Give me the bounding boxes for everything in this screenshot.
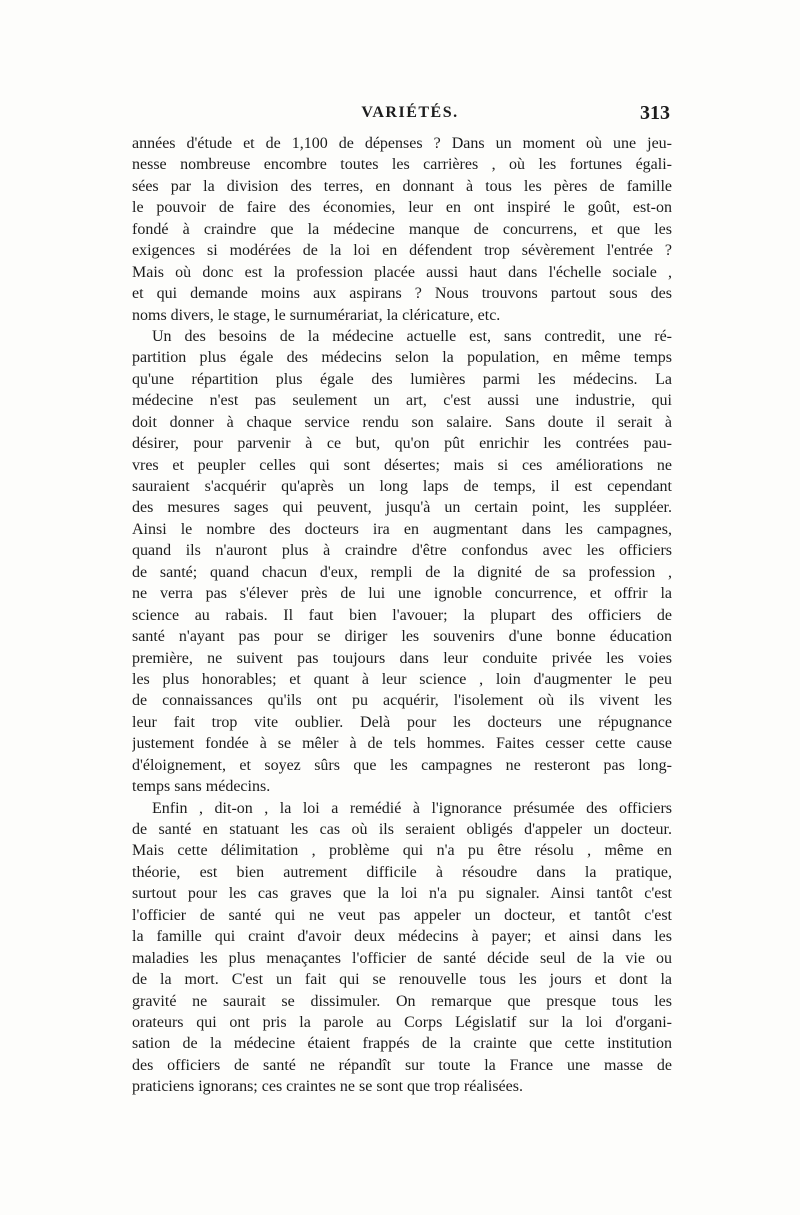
text-line: ne verra pas s'élever près de lui une ignoble concurrence, et offrir la (132, 585, 672, 603)
paragraph (132, 133, 672, 326)
paragraph (132, 326, 672, 798)
text-line: quand ils n'auront plus à craindre d'être confondus avec les officiers (132, 542, 672, 560)
text-line: Mais où donc est la profession placée aussi haut dans l'échelle sociale , (132, 263, 672, 281)
text-line: sées par la division des terres, en donnant à tous les pères de famille (132, 177, 672, 195)
text-line: années d'étude et de 1,100 de dépenses ? Dans un moment où une jeu- (132, 135, 672, 152)
text-line: le pouvoir de faire des économies, leur en ont inspiré le goût, est-on (132, 199, 672, 217)
text-line: science au rabais. Il faut bien l'avouer; la plupart des officiers de (132, 606, 672, 624)
text-line: de la mort. C'est un fait qui se renouvelle tous les jours et dont la (132, 971, 672, 989)
text-line: première, ne suivent pas toujours dans leur conduite privée les voies (132, 649, 672, 667)
text-line: vres et peupler celles qui sont désertes; mais si ces améliorations ne (132, 456, 672, 474)
page-header (150, 104, 670, 130)
body-text (132, 133, 672, 1098)
text-line: santé n'ayant pas pour se diriger les souvenirs d'une bonne éducation (132, 628, 672, 646)
text-line: de santé; quand chacun d'eux, rempli de la dignité de sa profession , (132, 563, 672, 581)
text-line: surtout pour les cas graves que la loi n'a pu signaler. Ainsi tantôt c'est (132, 885, 672, 903)
text-line: praticiens ignorans; ces craintes ne se sont que trop réalisées. (132, 1078, 523, 1096)
text-line: leur fait trop vite oublier. Delà pour les docteurs une répugnance (132, 713, 672, 731)
text-line: doit donner à chaque service rendu son salaire. Sans doute il serait à (132, 413, 672, 431)
text-line: Mais cette délimitation , problème qui n'a pu être résolu , même en (132, 842, 672, 860)
text-line: théorie, est bien autrement difficile à résoudre dans la pratique, (132, 863, 672, 881)
text-line: gravité ne saurait se dissimuler. On remarque que presque tous les (132, 992, 672, 1010)
text-line: sation de la médecine étaient frappés de la crainte que cette institution (132, 1035, 672, 1053)
text-line: des officiers de santé ne répandît sur toute la France une masse de (132, 1056, 672, 1074)
text-line: de santé en statuant les cas où ils seraient obligés d'appeler un docteur. (132, 821, 672, 838)
text-line: qu'une répartition plus égale des lumières parmi les médecins. La (132, 370, 672, 388)
text-line: partition plus égale des médecins selon la population, en même temps (132, 349, 672, 367)
text-line: médecine n'est pas seulement un art, c'est aussi une industrie, qui (132, 392, 672, 410)
text-line: Enfin , dit-on , la loi a remédié à l'ignorance présumée des officiers (152, 799, 672, 817)
text-line: l'officier de santé qui ne veut pas appeler un docteur, et tantôt c'est (132, 906, 672, 924)
text-line: exigences si modérées de la loi en défendent trop sévèrement l'entrée ? (132, 242, 672, 260)
text-line: des mesures sages qui peuvent, jusqu'à un certain point, les suppléer. (132, 499, 672, 517)
page-number: 313 (640, 102, 670, 124)
text-line: et qui demande moins aux aspirans ? Nous trouvons partout sous des (132, 285, 672, 303)
text-line: Ainsi le nombre des docteurs ira en augmentant dans les campagnes, (132, 520, 672, 538)
text-line: temps sans médecins. (132, 778, 271, 796)
text-line: nesse nombreuse encombre toutes les carrières , où les fortunes égali- (132, 156, 672, 174)
text-line: la famille qui craint d'avoir deux médecins à payer; et ainsi dans les (132, 928, 672, 946)
text-line: les plus honorables; et quant à leur science , loin d'augmenter le peu (132, 670, 672, 688)
text-line: justement fondée à se mêler à de tels hommes. Faites cesser cette cause (132, 735, 672, 753)
text-line: d'éloignement, et soyez sûrs que les campagnes ne resteront pas long- (132, 756, 672, 774)
text-line: maladies les plus menaçantes l'officier de santé décide seul de la vie ou (132, 949, 672, 967)
text-line: désirer, pour parvenir à ce but, qu'on pût enrichir les contrées pau- (132, 435, 672, 453)
running-title: VARIÉTÉS. (361, 104, 459, 121)
text-line: orateurs qui ont pris la parole au Corps Législatif sur la loi d'organi- (132, 1013, 672, 1031)
text-line: Un des besoins de la médecine actuelle est, sans contredit, une ré- (152, 327, 672, 345)
text-line: fondé à craindre que la médecine manque de concurrens, et que les (132, 220, 672, 238)
paragraph (132, 798, 672, 1098)
text-line: noms divers, le stage, le surnumérariat, la cléricature, etc. (132, 306, 501, 324)
text-line: de connaissances qu'ils ont pu acquérir, l'isolement où ils vivent les (132, 692, 672, 710)
text-line: sauraient s'acquérir qu'après un long laps de temps, il est cependant (132, 478, 672, 495)
